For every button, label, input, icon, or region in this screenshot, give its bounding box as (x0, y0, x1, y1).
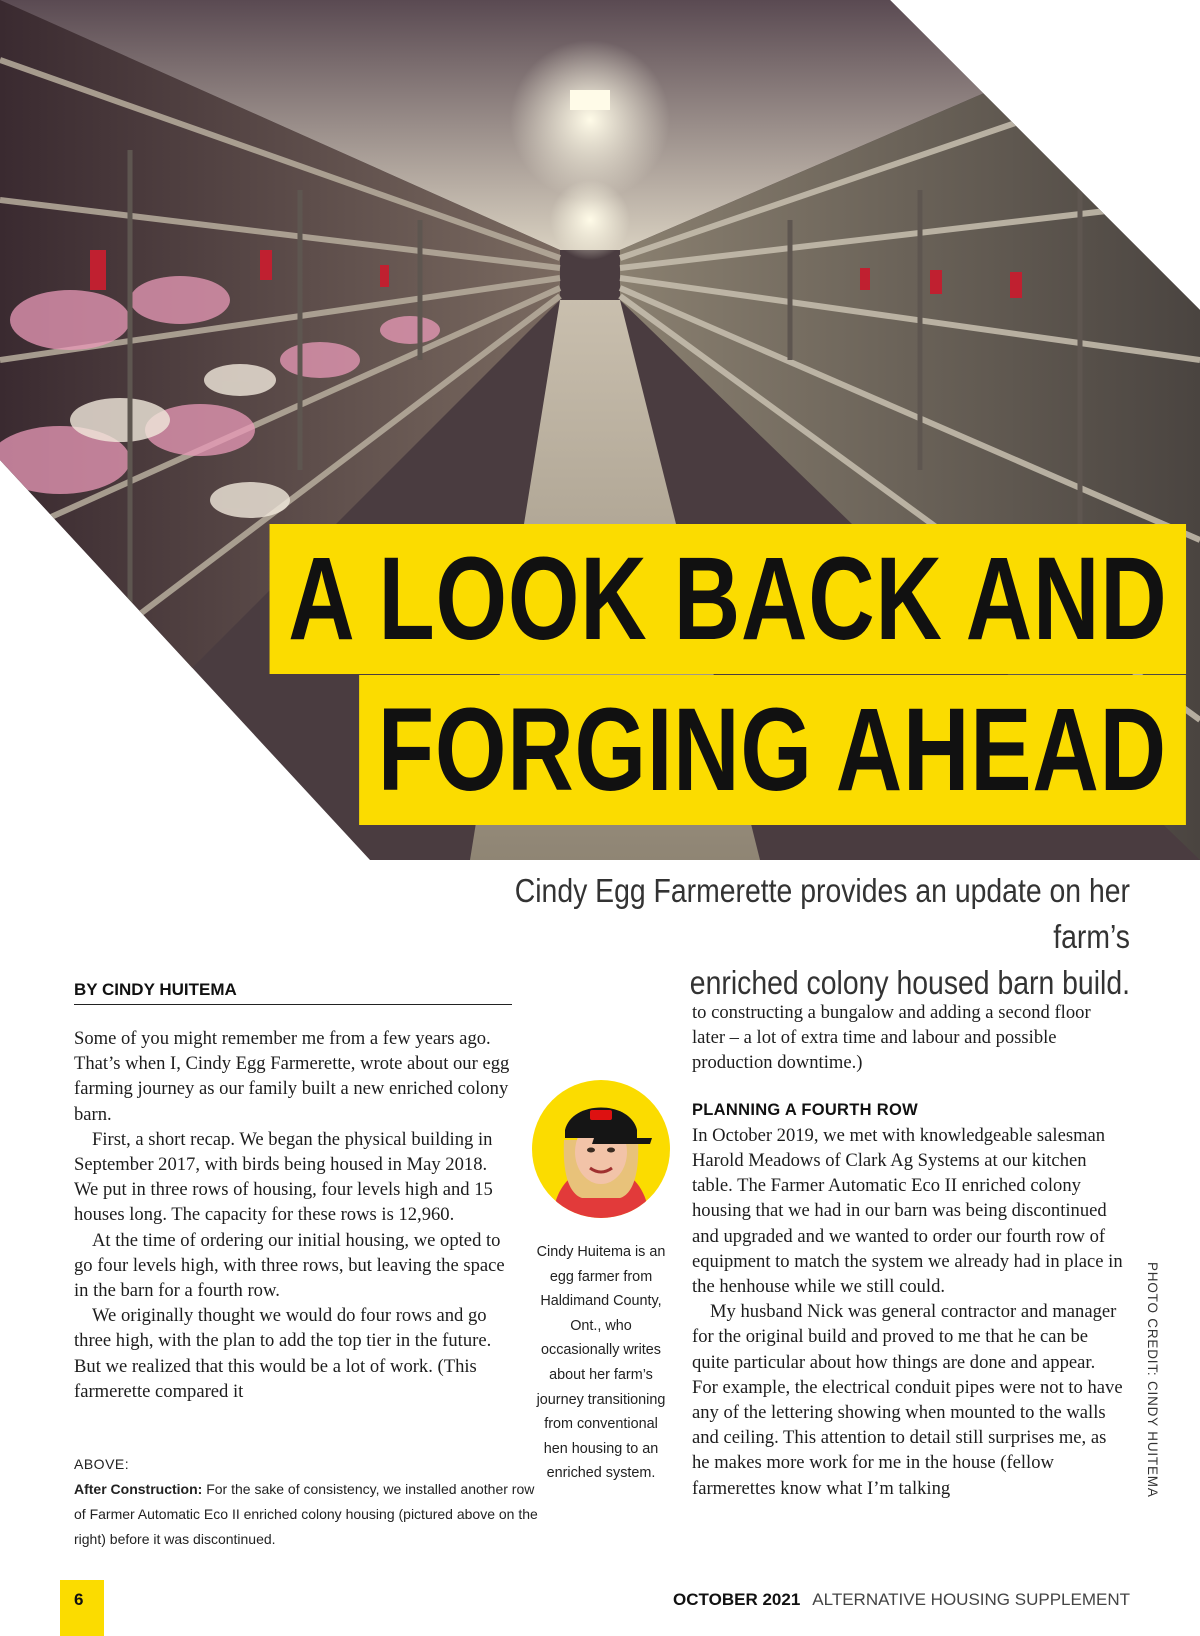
photo-caption (74, 1452, 544, 1552)
paragraph: to constructing a bungalow and adding a second floor later – a lot of extra time and labour and possible production downtime.) (692, 1002, 1091, 1074)
running-footer (673, 1590, 1130, 1610)
caption-heading: ABOVE: (74, 1456, 130, 1472)
deck-line-1: Cindy Egg Farmerette provides an update on her farm’s (514, 872, 1130, 955)
headline-line-2: FORGING AHEAD (359, 675, 1186, 825)
article-column-2 (692, 1000, 1124, 1501)
author-bio: Cindy Huitema is an egg farmer from Haldimand County, Ont., who occasionally writes about her farm’s journey transitioning from conventional hen housing to an enriched system. (536, 1244, 666, 1482)
paragraph: First, a short recap. We began the physical building in September 2017, with birds being housed in May 2018. We put in three rows of housing, four levels high and 15 houses long. The capacity for these rows is 12,960. (74, 1128, 493, 1226)
paragraph: Some of you might remember me from a few years ago. That’s when I, Cindy Egg Farmerette, wrote about our egg farming journey as our family built a new enriched colony barn. (74, 1028, 510, 1125)
publication-name: ALTERNATIVE HOUSING SUPPLEMENT (812, 1590, 1130, 1609)
paragraph: At the time of ordering our initial housing, we opted to go four levels high, with three rows, but leaving the space in the barn for a fourth row. (74, 1229, 505, 1302)
photo-credit: PHOTO CREDIT: CINDY HUITEMA (1145, 1262, 1160, 1498)
article-column-1 (74, 1026, 512, 1404)
paragraph: In October 2019, we met with knowledgeable salesman Harold Meadows of Clark Ag Systems at our kitchen table. The Farmer Automatic Eco II enriched colony housing that we had in our barn was being discontinued and upgraded and we wanted to order our fourth row of equipment to match the system we already had in place in the henhouse while we still could. (692, 1124, 1123, 1298)
paragraph: We originally thought we would do four rows and go three high, with the plan to add the top tier in the future. But we realized that this would be a lot of work. (This farmerette compared it (74, 1305, 492, 1402)
byline: BY CINDY HUITEMA (74, 980, 512, 1005)
deck-line-2: enriched colony housed barn build. (689, 964, 1130, 1001)
deck (476, 868, 1130, 1006)
section-subhead: PLANNING A FOURTH ROW (692, 1100, 918, 1119)
issue-date: OCTOBER 2021 (673, 1590, 801, 1609)
caption-label: After Construction: (74, 1481, 203, 1497)
page-number: 6 (74, 1590, 84, 1609)
author-portrait (532, 1080, 670, 1218)
caption-text: For the sake of consistency, we installed another row of Farmer Automatic Eco II enriched colony housing (pictured above on the right) before it was discontinued. (74, 1481, 538, 1547)
paragraph: My husband Nick was general contractor and manager for the original build and proved to me that he can be quite particular about how things are done and appear. For example, the electrical conduit pipes were not to have any of the lettering showing when mounted to the walls and ceiling. This attention to detail still surprises me, as he makes more work for me in the house (fellow farmerettes know what I’m talking (692, 1301, 1123, 1499)
headline-line-1: A LOOK BACK AND (269, 524, 1186, 674)
author-photo (532, 1080, 670, 1218)
